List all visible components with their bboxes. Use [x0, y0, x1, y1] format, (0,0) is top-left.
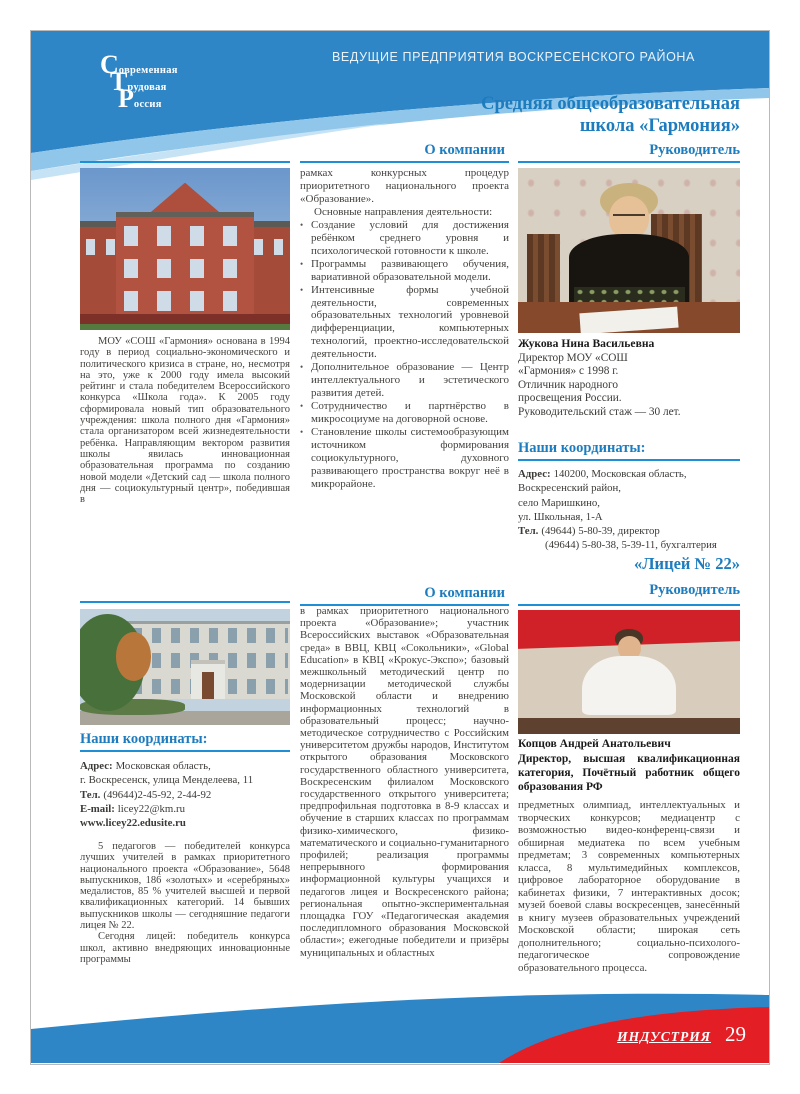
list-item: • Программы развивающего обучения, вариативной образовательной модели.	[300, 258, 509, 284]
windows-row-1	[133, 628, 288, 643]
s2-about-header: О компании	[424, 585, 505, 601]
s2-stats-paragraph-1: 5 педагогов — победителей конкурса лучших учителей в рамках приоритетного национального проекта «Образование», 5648 выпускников, 186 «золотых» и «серебряных» медалистов, 85 % учителей высшей и первой квалификационных категорий. 14 бывших выпускников школы — сегодняшние педагоги лицея № 22.	[80, 841, 290, 932]
magazine-name: ИНДУСТРИЯ	[617, 1029, 711, 1044]
contact-row	[80, 759, 302, 773]
contact-label: Тел.	[80, 788, 101, 801]
s1-rule-right	[518, 161, 740, 163]
contact-row	[518, 538, 750, 552]
school-harmony-photo	[80, 168, 290, 330]
autumn-tree	[116, 632, 152, 681]
glasses	[613, 214, 644, 216]
building-right-wing	[250, 221, 290, 315]
s2-contacts-rule	[80, 750, 290, 752]
logo-cap-1: С	[100, 50, 119, 79]
contact-label: Адрес:	[518, 468, 551, 480]
director-info-line: Руководительский стаж — 30 лет.	[518, 405, 681, 418]
contact-value: село Маришкино,	[518, 496, 600, 509]
s1-contacts-rule	[518, 459, 740, 461]
face	[609, 196, 649, 239]
s1-director-info	[518, 352, 740, 419]
list-item: • Сотрудничество и партнёрство в микросоциуме на договорной основе.	[300, 400, 509, 426]
s2-contacts-block	[80, 759, 302, 830]
s1-contacts-header: Наши координаты:	[518, 440, 646, 456]
logo-rest-2: рудовая	[127, 82, 167, 93]
s1-director-name: Жукова Нина Васильевна	[518, 337, 655, 350]
desk	[518, 718, 740, 734]
contact-value: Московская область,	[115, 760, 211, 772]
contact-value: (49644) 5-80-38, 5-39-11, бухгалтерия	[545, 539, 717, 552]
s1-rule-mid	[300, 161, 509, 163]
s2-rule-left	[80, 601, 290, 603]
director-info-line: «Гармония» с 1998 г.	[518, 365, 619, 378]
contact-row	[518, 524, 750, 538]
s1-about-header: О компании	[424, 142, 505, 158]
s1-contacts-block	[518, 467, 750, 553]
director-info-line: Отличник народного	[518, 378, 619, 391]
building-left-wing	[80, 221, 120, 315]
s2-director-name: Копцов Андрей Анатольевич	[518, 737, 671, 750]
contact-value: ул. Школьная, 1-А	[518, 510, 603, 523]
contact-value: licey22@km.ru	[117, 802, 186, 815]
contact-row	[518, 496, 750, 510]
contact-row	[518, 510, 750, 524]
contact-label: Адрес:	[80, 760, 113, 772]
s1-leader-header: Руководитель	[649, 142, 740, 158]
contact-row	[518, 481, 750, 495]
contact-label: E-mail:	[80, 802, 115, 815]
page-number: 29	[725, 1022, 746, 1046]
contact-row	[80, 773, 302, 787]
s1-rule-left	[80, 161, 290, 163]
s1-about-column	[300, 167, 509, 491]
s2-stats-column	[80, 841, 290, 965]
wing-windows-right	[254, 239, 283, 255]
windows-row-1	[124, 226, 246, 245]
str-logo	[100, 52, 178, 112]
contact-value: 140200, Московская область,	[553, 468, 687, 480]
director-koptsov-photo	[518, 610, 740, 734]
white-shirt	[582, 656, 675, 716]
logo-cap-3: Р	[118, 84, 134, 113]
director-zhukova-photo	[518, 168, 740, 333]
windows-row-3	[124, 291, 246, 310]
logo-cap-2: Т	[110, 67, 128, 96]
list-item: • Интенсивные формы учебной деятельности, современных образовательных технологий уровневой дифференциации, компьютерных технологий, проектно-исследовательской деятельности.	[300, 284, 509, 362]
contact-value: (49644)2-45-92, 2-44-92	[103, 788, 212, 801]
contact-row	[80, 802, 302, 816]
s2-rule-right	[518, 604, 740, 606]
contact-row	[80, 788, 302, 802]
contact-label: Тел.	[518, 525, 539, 538]
s1-history-paragraph: МОУ «СОШ «Гармония» основана в 1994 году в период социально-экономического и политического кризиса в стране, но, несмотря на это, уже к 2000 году имела высокий рейтинг и стала победителем Всероссийского конкурса «Школа года». К 2005 году сформировала новый тип образовательного учреждения: школа полного дня «Гармония» стала организатором всей жизнедеятельности ребёнка. Направляющим вектором развития школы явилась инновационная образовательная программа по созданию новой модели «Детский сад — школа полного дня — социокультурный центр», победившая в	[80, 336, 290, 506]
page-title	[340, 94, 740, 137]
entrance-door	[202, 672, 215, 700]
s2-leader-header: Руководитель	[649, 582, 740, 598]
page-title-line2: школа «Гармония»	[579, 115, 740, 136]
s2-director-title: Директор, высшая квалификационная категория, Почётный работник общего образования РФ	[518, 753, 740, 793]
wing-windows-left	[86, 239, 115, 255]
director-info-line: Директор МОУ «СОШ	[518, 352, 628, 364]
contact-value: г. Воскресенск, улица Менделеева, 11	[80, 774, 254, 787]
page-title-line1: Средняя общеобразовательная	[481, 94, 740, 114]
logo-rest-1: овременная	[118, 65, 178, 76]
s2-stats-paragraph-2: Сегодня лицей: победитель конкурса школ, активно внедряющих инновационные программы	[80, 931, 290, 965]
lyceum22-photo	[80, 609, 290, 725]
contact-value: (49644) 5-80-39, директор	[541, 525, 660, 538]
building-base	[80, 314, 290, 324]
s2-achievements-text: предметных олимпиад, интеллектуальных и творческих конкурсов; медиацентр с возможностью видео-конференц-связи и обширная медиатека по всем учебным предметам; 3 современных компьютерных класса, 8 мультимедийных комплексов, цифровое лабораторное оборудование в кабинетах физики, 7 интерактивных досок; музей боевой славы воскресенцев, занесённый в книгу музеев образовательных учреждений Московской области; широкая сеть дополнительного; социально-психолого-педагогическое сопровождение образовательного процесса.	[518, 799, 740, 974]
logo-line-3	[118, 86, 178, 112]
s1-activity-list	[300, 219, 509, 491]
contact-value: Воскресенский район,	[518, 482, 621, 495]
footer-text	[518, 1022, 746, 1047]
list-item: • Дополнительное образование — Центр интеллектуального и эстетического развития детей.	[300, 361, 509, 400]
s2-about-text: в рамках приоритетного национального проекта «Образование»; участник Всероссийских выставок «Образовательная среда» в ВВЦ, КВЦ «Сокольники», «Global Education» в КВЦ «Крокус-Экспо»; базовый межшкольный методический центр по модернизации методической службы Московской области и внедрению информационных технологий в образовательный процесс; научно-методическое сотрудничество с Российским университетом дружбы народов, Институтом открытого образования Московского государственного областного университета, Воскресенским филиалом Московского государственного открытого университета; предпрофильная подготовка в 8-9 классах и обучение в старших классах по программам физико-химического, физико-математического и социально-гуманитарного профилей; реализация программы непрерывного формирования информационной культуры учащихся и педагогов лицея и Воскресенского района; региональная опытно-экспериментальная площадка ГОУ «Педагогическая академия последипломного образования Московской области»; ежегодные победители и призёры муниципальных и областных	[300, 605, 509, 959]
s1-about-heading: Основные направления деятельности:	[314, 205, 493, 218]
s1-about-intro: рамках конкурсных процедур приоритетного национального проекта «Образование».	[300, 167, 509, 205]
grass	[80, 324, 290, 330]
header-banner: ВЕДУЩИЕ ПРЕДПРИЯТИЯ ВОСКРЕСЕНСКОГО РАЙОНА	[332, 50, 695, 64]
list-item: • Становление школы системообразующим источником формирования социокультурного, духовного развивающего пространства вокруг неё в микрорайоне.	[300, 426, 509, 491]
s2-contacts-header: Наши координаты:	[80, 731, 208, 747]
contact-value: www.licey22.edusite.ru	[80, 817, 186, 830]
s2-title: «Лицей № 22»	[634, 554, 740, 573]
windows-row-2	[124, 259, 246, 278]
director-info-line: просвещения России.	[518, 392, 622, 405]
contact-row	[518, 467, 750, 481]
logo-rest-3: оссия	[133, 99, 162, 110]
contact-row-website	[80, 816, 302, 830]
list-item: • Создание условий для достижения ребёнком среднего уровня и психологической готовности к школе.	[300, 219, 509, 258]
